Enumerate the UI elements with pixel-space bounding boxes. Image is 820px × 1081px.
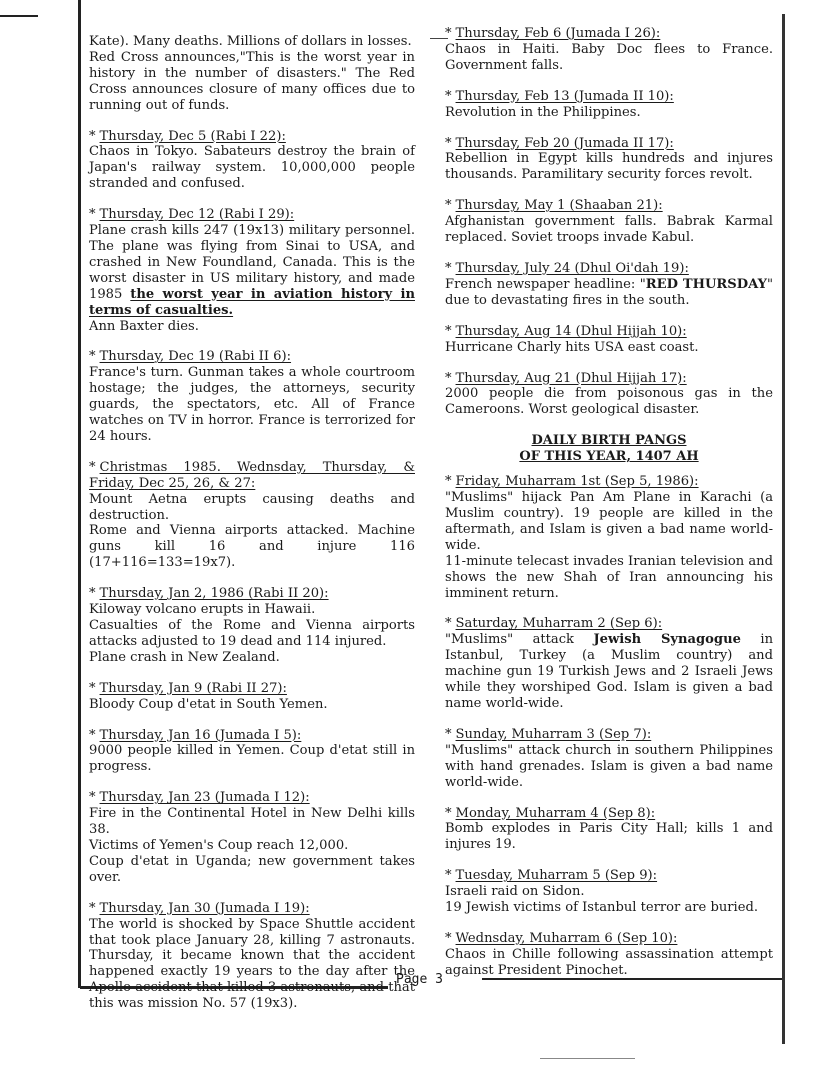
entry-jan-30: * Thursday, Jan 30 (Jumada I 19): The world is shocked by Space Shuttle accident that took place January 28, killing 7 astronauts. Thursday, it became known that the accident happened exactly 19 years to the day after the Apollo accident that killed 3 astronauts, and that this was mission No. 57 (19x3). xyxy=(89,900,415,1012)
entry-text-part: "Muslims" attack xyxy=(445,632,594,648)
entry-text: 19 Jewish victims of Istanbul terror are buried. xyxy=(445,900,759,916)
entry-text: Afghanistan government falls. Babrak Karmal replaced. Soviet troops invade Kabul. xyxy=(445,214,773,246)
entry-jan-2: * Thursday, Jan 2, 1986 (Rabi II 20): Kiloway volcano erupts in Hawaii. Casualties of the Rome and Vienna airports attacks adjusted to 19 dead and 114 injured. Plane crash in New Zealand. xyxy=(89,586,415,665)
entry-date: Thursday, Aug 14 (Dhul Hijjah 10): xyxy=(455,323,687,339)
entry-aug-21: * Thursday, Aug 21 (Dhul Hijjah 17): 2000 people die from poisonous gas in the Cameroons. Worst geological disaster. xyxy=(445,370,773,418)
entry-date: Christmas 1985. Wednsday, Thursday, & Friday, Dec 25, 26, & 27: xyxy=(89,459,415,491)
entry-text-part: French newspaper headline: " xyxy=(445,276,646,292)
entry-date: Thursday, May 1 (Shaaban 21): xyxy=(455,198,663,214)
section-title-line: DAILY BIRTH PANGS xyxy=(531,433,687,449)
entry-date: Tuesday, Muharram 5 (Sep 9): xyxy=(455,868,658,884)
entry-jan-9: * Thursday, Jan 9 (Rabi II 27): Bloody Coup d'etat in South Yemen. xyxy=(89,681,415,713)
entry-text: Rebellion in Egypt kills hundreds and injures thousands. Paramilitary security forces revolt. xyxy=(445,151,773,183)
emphasis-text: Jewish Synagogue xyxy=(593,632,741,648)
entry-text xyxy=(89,223,415,318)
entry-text: Casualties of the Rome and Vienna airports attacks adjusted to 19 dead and 114 injured. xyxy=(89,618,415,649)
entry-muharram-2: * Saturday, Muharram 2 (Sep 6): "Muslims" attack Jewish Synagogue in Istanbul, Turkey (a Muslim country) and machine gun 19 Turkish Jews and 2 Israeli Jews while they worshiped God. Islam is given a bad name world-wide. xyxy=(445,616,773,711)
entry-date: Saturday, Muharram 2 (Sep 6): xyxy=(455,616,663,632)
entry-text-part: " due to devastating fires in the south. xyxy=(445,276,774,308)
entry-text: "Muslims" attack church in southern Philippines with hand grenades. Islam is given a bad name world-wide. xyxy=(445,742,773,790)
entry-text: Kiloway volcano erupts in Hawaii. xyxy=(89,602,316,618)
entry-text: 2000 people die from poisonous gas in the Cameroons. Worst geological disaster. xyxy=(445,386,773,418)
entry-text: Mount Aetna erupts causing deaths and destruction. xyxy=(89,491,415,523)
entry-feb-13: * Thursday, Feb 13 (Jumada II 10): Revolution in the Philippines. xyxy=(445,89,773,121)
entry-date: Thursday, Dec 5 (Rabi I 22): xyxy=(99,128,286,144)
entry-text: Israeli raid on Sidon. xyxy=(445,884,585,900)
left-margin-rule xyxy=(78,0,81,988)
entry-date: Thursday, Feb 6 (Jumada I 26): xyxy=(455,26,661,41)
entry-text: Chaos in Haiti. Baby Doc flees to France. Government falls. xyxy=(445,41,773,73)
entry-text: The world is shocked by Space Shuttle accident that took place January 28, killing 7 astronauts. Thursday, it became known that the accident happened exactly 19 years to the day after the Apollo accident that killed 3 astronauts, and that this was mission No. 57 (19x3). xyxy=(89,916,415,1012)
entry-muharram-1: * Friday, Muharram 1st (Sep 5, 1986): "Muslims" hijack Pan Am Plane in Karachi (a Muslim country). 19 people are killed in the aftermath, and Islam is given a bad name world-wide. 11-minute telecast invades Iranian television and shows the new Shah of Iran announcing his imminent return. xyxy=(445,474,773,601)
entry-christmas: * Christmas 1985. Wednsday, Thursday, & Friday, Dec 25, 26, & 27: Mount Aetna erupts causing deaths and destruction. Rome and Vienna airports attacked. Machine guns kill 16 and injure 116 (17+116=133=19x7). xyxy=(89,459,415,571)
entry-date: Wednsday, Muharram 6 (Sep 10): xyxy=(455,930,678,946)
entry-july-24: * Thursday, July 24 (Dhul Oi'dah 19): French newspaper headline: "RED THURSDAY" due to devastating fires in the south. xyxy=(445,260,774,308)
entry-date: Monday, Muharram 4 (Sep 8): xyxy=(455,805,656,821)
entry-date: Thursday, Jan 2, 1986 (Rabi II 20): xyxy=(99,586,329,602)
entry-may-1: * Thursday, May 1 (Shaaban 21): Afghanistan government falls. Babrak Karmal replaced. Soviet troops invade Kabul. xyxy=(445,198,773,246)
section-title xyxy=(445,433,773,465)
intro-line: Red Cross announces,"This is the worst year in history in the number of disasters." The Red Cross announces closure of many offices due to running out of funds. xyxy=(89,49,415,113)
entry-text: Hurricane Charly hits USA east coast. xyxy=(445,339,699,355)
entry-date: Thursday, Dec 12 (Rabi I 29): xyxy=(99,207,295,223)
entry-text: Fire in the Continental Hotel in New Delhi kills 38. xyxy=(89,806,415,838)
entry-text: "Muslims" hijack Pan Am Plane in Karachi (a Muslim country). 19 people are killed in the aftermath, and Islam is given a bad name world-wide. xyxy=(445,490,773,553)
right-margin-rule xyxy=(782,14,785,1044)
entry-text: Coup d'etat in Uganda; new government takes over. xyxy=(89,853,415,885)
entry-text: 9000 people killed in Yemen. Coup d'etat still in progress. xyxy=(89,743,415,775)
entry-date: Sunday, Muharram 3 (Sep 7): xyxy=(455,726,652,742)
entry-text: Revolution in the Philippines. xyxy=(445,104,641,120)
entry-text: France's turn. Gunman takes a whole courtroom hostage; the judges, the attorneys, security guards, the spectators, etc. All of France watches on TV in horror. France is terrorized for 24 hours. xyxy=(89,365,415,444)
entry-text: Chaos in Chille following assassination attempt against President Pinochet. xyxy=(445,946,773,978)
entry-date: Thursday, Jan 23 (Jumada I 12): xyxy=(99,790,310,806)
entry-date: Thursday, July 24 (Dhul Oi'dah 19): xyxy=(455,260,689,276)
entry-date: Thursday, Dec 19 (Rabi II 6): xyxy=(99,349,292,365)
left-column xyxy=(89,34,415,1027)
entry-text: Bomb explodes in Paris City Hall; kills 1 and injures 19. xyxy=(445,821,773,853)
page-number: Page 3 xyxy=(396,972,443,987)
entry-text: Chaos in Tokyo. Sabateurs destroy the brain of Japan's railway system. 10,000,000 people stranded and confused. xyxy=(89,144,415,192)
scan-rule xyxy=(0,15,38,17)
entry-text: 11-minute telecast invades Iranian television and shows the new Shah of Iran announcing his imminent return. xyxy=(445,553,773,601)
entry-text: Bloody Coup d'etat in South Yemen. xyxy=(89,696,328,712)
entry-dec-19: * Thursday, Dec 19 (Rabi II 6): France's turn. Gunman takes a whole courtroom hostage; the judges, the attorneys, security guards, the spectators, etc. All of France watches on TV in horror. France is terrorized for 24 hours. xyxy=(89,349,415,444)
entry-jan-16: * Thursday, Jan 16 (Jumada I 5): 9000 people killed in Yemen. Coup d'etat still in progress. xyxy=(89,727,415,775)
entry-date: Friday, Muharram 1st (Sep 5, 1986): xyxy=(455,474,699,490)
entry-text: Victims of Yemen's Coup reach 12,000. xyxy=(89,837,349,853)
intro-entry xyxy=(89,34,415,114)
entry-date: Thursday, Jan 16 (Jumada I 5): xyxy=(99,727,302,743)
entry-dec-5: * Thursday, Dec 5 (Rabi I 22): Chaos in Tokyo. Sabateurs destroy the brain of Japan's railway system. 10,000,000 people stranded and confused. xyxy=(89,128,415,192)
entry-text: Rome and Vienna airports attacked. Machine guns kill 16 and injure 116 (17+116=133=19x7). xyxy=(89,523,415,571)
entry-jan-23: * Thursday, Jan 23 (Jumada I 12): Fire in the Continental Hotel in New Delhi kills 38. Victims of Yemen's Coup reach 12,000. Coup d'etat in Uganda; new government takes over. xyxy=(89,790,415,885)
headline-text: RED THURSDAY xyxy=(645,276,767,292)
section-title-line: OF THIS YEAR, 1407 AH xyxy=(519,449,699,465)
entry-date: Thursday, Jan 9 (Rabi II 27): xyxy=(99,680,287,696)
entry-muharram-6: * Wednsday, Muharram 6 (Sep 10): Chaos in Chille following assassination attempt against President Pinochet. xyxy=(445,930,773,978)
entry-date: Thursday, Feb 13 (Jumada II 10): xyxy=(455,88,674,104)
entry-text-part: Plane crash kills 247 (19x13) military personnel. The plane was flying from Sinai to USA, and crashed in New Foundland, Canada. This is the worst disaster in US military history, and made 1985 xyxy=(89,223,415,302)
intro-line: Kate). Many deaths. Millions of dollars in losses. xyxy=(89,34,412,49)
entry-muharram-3: * Sunday, Muharram 3 (Sep 7): "Muslims" attack church in southern Philippines with hand grenades. Islam is given a bad name world-wide. xyxy=(445,726,773,790)
entry-aug-14: * Thursday, Aug 14 (Dhul Hijjah 10): Hurricane Charly hits USA east coast. xyxy=(445,324,773,356)
entry-text: Ann Baxter dies. xyxy=(89,318,199,334)
emphasis-text: the worst year in aviation history in terms of casualties. xyxy=(89,286,415,318)
entry-date: Thursday, Jan 30 (Jumada I 19): xyxy=(99,900,310,916)
entry-date: Thursday, Feb 20 (Jumada II 17): xyxy=(455,135,674,151)
entry-feb-6: * Thursday, Feb 6 (Jumada I 26): Chaos in Haiti. Baby Doc flees to France. Government falls. xyxy=(445,26,773,73)
entry-muharram-4: * Monday, Muharram 4 (Sep 8): Bomb explodes in Paris City Hall; kills 1 and injures 19. xyxy=(445,805,773,853)
bottom-dash xyxy=(540,1058,635,1059)
entry-muharram-5: * Tuesday, Muharram 5 (Sep 9): Israeli raid on Sidon. 19 Jewish victims of Istanbul terror are buried. xyxy=(445,868,773,916)
entry-text: Plane crash in New Zealand. xyxy=(89,649,280,665)
entry-text xyxy=(445,277,773,309)
entry-dec-12: * Thursday, Dec 12 (Rabi I 29): Plane crash kills 247 (19x13) military personnel. The plane was flying from Sinai to USA, and crashed in New Foundland, Canada. This is the worst disaster in US military history, and made 1985 the worst year in aviation history in terms of casualties. Ann Baxter dies. xyxy=(89,207,415,334)
entry-date: Thursday, Aug 21 (Dhul Hijjah 17): xyxy=(455,370,687,386)
entry-text xyxy=(445,632,773,712)
entry-feb-20: * Thursday, Feb 20 (Jumada II 17): Rebellion in Egypt kills hundreds and injures thousands. Paramilitary security forces revolt. xyxy=(445,135,773,183)
entry-text-part: in Istanbul, Turkey (a Muslim country) and machine gun 19 Turkish Jews and 2 Israeli Jews while they worshiped God. Islam is given a bad name world-wide. xyxy=(445,632,773,711)
right-column xyxy=(445,26,773,994)
